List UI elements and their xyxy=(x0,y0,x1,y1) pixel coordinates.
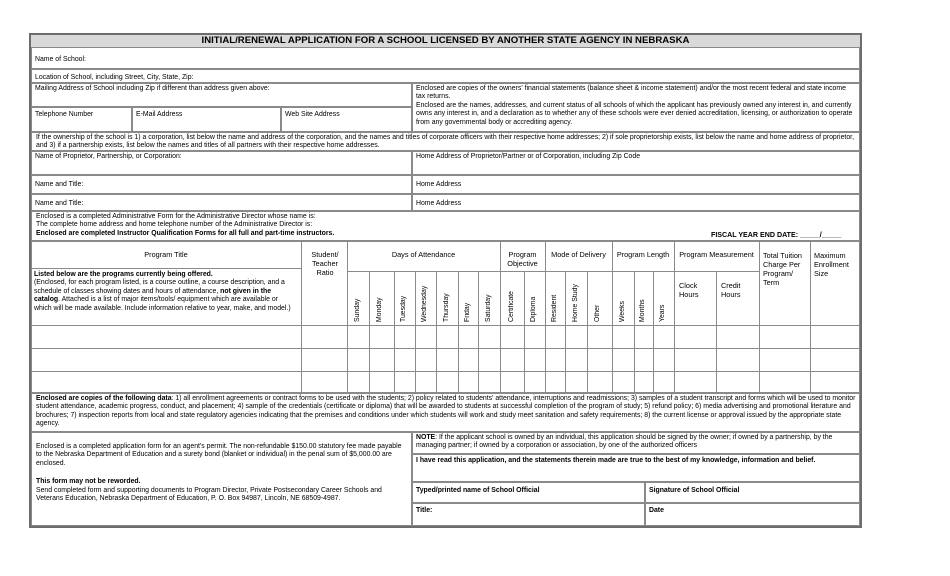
objective-diploma: Diploma xyxy=(530,296,537,322)
programs-listed-bold: Listed below are the programs currently being offered. xyxy=(34,271,213,278)
fiscal-year-end-date[interactable]: FISCAL YEAR END DATE: _____/_____ xyxy=(711,231,842,239)
proprietor-name-label: Name of Proprietor, Partnership, or Corporation: xyxy=(35,153,182,160)
enclosed-data-text: : 1) all enrollment agreements or contract forms to be used with the students; 2) policy related to students' attendance, interruptions and readmissions; 3) samples of a student transcript and forms which will be used to monitor student attendance, academic progress, conduct, and placement; 4) sample of the credentials (certificate or diploma) that will be awarded to students at successful completion of the program of study; 5) refund policy; 6) media advertising and promotional literature and brochures; 7) inspection reports from local and state regulatory agencies indicating that the premises and conditions under which students will work and study meet sanitation and safety requirements; 8) the current license or approval issued by the appropriate state agency. xyxy=(36,395,856,428)
admin-address-line: The complete home address and home telephone number of the Administrative Director is: xyxy=(36,221,313,229)
length-years: Years xyxy=(659,304,666,322)
delivery-other: Other xyxy=(594,304,601,322)
name-title-field-2[interactable] xyxy=(31,194,412,211)
day-thursday: Thursday xyxy=(443,293,450,322)
enclosed-data-lead: Enclosed are copies of the following data xyxy=(36,395,172,402)
instructor-forms-line: Enclosed are completed Instructor Qualification Forms for all full and part-time instructors. xyxy=(36,229,335,237)
school-location-label: Location of School, including Street, City, State, Zip: xyxy=(35,74,194,81)
mailing-address-label: Mailing Address of School including Zip if different than address given above: xyxy=(35,85,270,92)
email-label: E-Mail Address xyxy=(136,111,183,118)
delivery-home-study: Home Study xyxy=(572,284,579,322)
day-saturday: Saturday xyxy=(485,294,492,322)
length-weeks: Weeks xyxy=(619,301,626,322)
home-address-label-1: Home Address xyxy=(416,181,462,188)
email-field[interactable] xyxy=(132,107,281,132)
program-title-header: Program Title xyxy=(144,250,188,259)
signature-label: Signature of School Official xyxy=(649,487,740,494)
total-tuition-header: Total Tuition Charge Per Program/ Term xyxy=(763,251,802,287)
title-field[interactable] xyxy=(412,503,645,526)
proprietor-address-field[interactable] xyxy=(412,151,860,175)
programs-desc-not-in-catalog: not given in the catalog xyxy=(34,287,272,304)
name-of-school-field[interactable] xyxy=(31,47,860,69)
name-title-label-2: Name and Title: xyxy=(35,200,84,207)
day-sunday: Sunday xyxy=(354,298,361,322)
name-of-school-label: Name of School: xyxy=(35,56,86,63)
date-field[interactable] xyxy=(645,503,860,526)
ownership-instructions-text: If the ownership of the school is 1) a corporation, list below the name and address of the corporation, and the names and titles of corporate officers with their respective home addresses; 2) if sole proprietorship exists, list below the name and home address of proprietor, and 3) if a partnership exists, list below the names and titles of all partners with their respective home addresses. xyxy=(36,134,855,150)
objective-certificate: Certificate xyxy=(508,290,515,322)
website-label: Web Site Address xyxy=(285,111,340,118)
certification-box xyxy=(412,454,860,482)
website-field[interactable] xyxy=(281,107,412,132)
telephone-field[interactable] xyxy=(31,107,132,132)
name-title-field-1[interactable] xyxy=(31,175,412,194)
note-label: NOTE xyxy=(416,434,436,441)
programs-description xyxy=(34,271,296,313)
financial-statements-box xyxy=(412,83,860,132)
home-address-field-2[interactable] xyxy=(412,194,860,211)
days-of-attendance-header: Days of Attendance xyxy=(391,250,456,259)
clock-hours-header: Clock Hours xyxy=(679,281,699,299)
footer-left xyxy=(31,432,412,526)
admin-director-line: Enclosed is a completed Administrative Form for the Administrative Director whose name is: xyxy=(36,213,316,220)
home-address-label-2: Home Address xyxy=(416,200,462,207)
proprietor-address-label: Home Address of Proprietor/Partner or of Corporation, including Zip Code xyxy=(416,153,641,160)
telephone-label: Telephone Number xyxy=(35,111,94,118)
date-label: Date xyxy=(649,507,664,514)
agent-permit-text: Enclosed is a completed application form for an agent's permit. The non-refundable $150.00 statutory fee made payable to the Nebraska Department of Education and a surety bond (blanket or individual) in the penal sum of $5,000.00 are enclosed. xyxy=(36,443,402,467)
mailing-address-field[interactable] xyxy=(31,83,412,107)
day-friday: Friday xyxy=(464,302,471,322)
program-measurement-header: Program Measurement xyxy=(679,250,754,259)
mode-of-delivery-header: Mode of Delivery xyxy=(551,250,606,259)
program-objective-header: Program Objective xyxy=(507,250,538,268)
note-box xyxy=(412,432,860,454)
send-to-text: Send completed form and supporting documents to Program Director, Private Postsecondary Career Schools and Veterans Education, Nebraska Department of Education, P. O. Box 94987, Lincoln, NE 68509-4987. xyxy=(36,486,382,503)
credit-hours-header: Credit Hours xyxy=(721,281,741,299)
note-text: : If the applicant school is owned by an individual, this application should be signed by the owner; if owned by a partnership, by the managing partner; if owned by a corporation or association, by one of the authorized officers xyxy=(416,434,833,450)
no-reword-text: This form may not be reworded. xyxy=(36,478,141,486)
programs-desc-part2: . Attached is a list of major items/tools/ equipment which are available or which will be made available. Include information relative to year, make, and model.) xyxy=(34,296,291,312)
certification-text: I have read this application, and the statements therein made are true to the best of my knowledge, information and belief. xyxy=(416,457,816,464)
other-schools-text: Enclosed are the names, addresses, and current status of all schools of which the applicant has previously owned any interest in, and currently owns any interest in, and a declaration as to whether any of these schools were ever denied accreditation, licensing, or authorization to operate from any governmental body or accrediting agency. xyxy=(416,101,853,126)
student-teacher-ratio-header: Student/ Teacher Ratio xyxy=(311,250,339,277)
proprietor-name-field[interactable] xyxy=(31,151,412,175)
signature-field[interactable] xyxy=(645,482,860,503)
typed-name-field[interactable] xyxy=(412,482,645,503)
length-months: Months xyxy=(639,299,646,322)
home-address-field-1[interactable] xyxy=(412,175,860,194)
day-wednesday: Wednesday xyxy=(421,285,428,322)
ownership-instructions xyxy=(31,132,860,151)
form-title: INITIAL/RENEWAL APPLICATION FOR A SCHOOL LICENSED BY ANOTHER STATE AGENCY IN NEBRASKA xyxy=(31,35,860,48)
typed-name-label: Typed/printed name of School Official xyxy=(416,487,540,494)
financial-statements-text: Enclosed are copies of the owners' financial statements (balance sheet & income statement) and/or the most recent federal and state income tax returns. xyxy=(416,85,846,101)
maximum-enrollment-header: Maximum Enrollment Size xyxy=(814,251,849,278)
enclosed-data-section xyxy=(31,393,860,432)
name-title-label-1: Name and Title: xyxy=(35,181,84,188)
programs-desc-part1: (Enclosed, for each program listed, is a course outline, a course description, and a schedule of classes showing dates and hours of attendance, xyxy=(34,279,285,295)
school-location-field[interactable] xyxy=(31,69,860,83)
delivery-resident: Resident xyxy=(551,294,558,322)
title-label: Title: xyxy=(416,507,433,514)
program-length-header: Program Length xyxy=(616,250,670,259)
day-monday: Monday xyxy=(376,297,383,322)
day-tuesday: Tuesday xyxy=(400,295,407,322)
